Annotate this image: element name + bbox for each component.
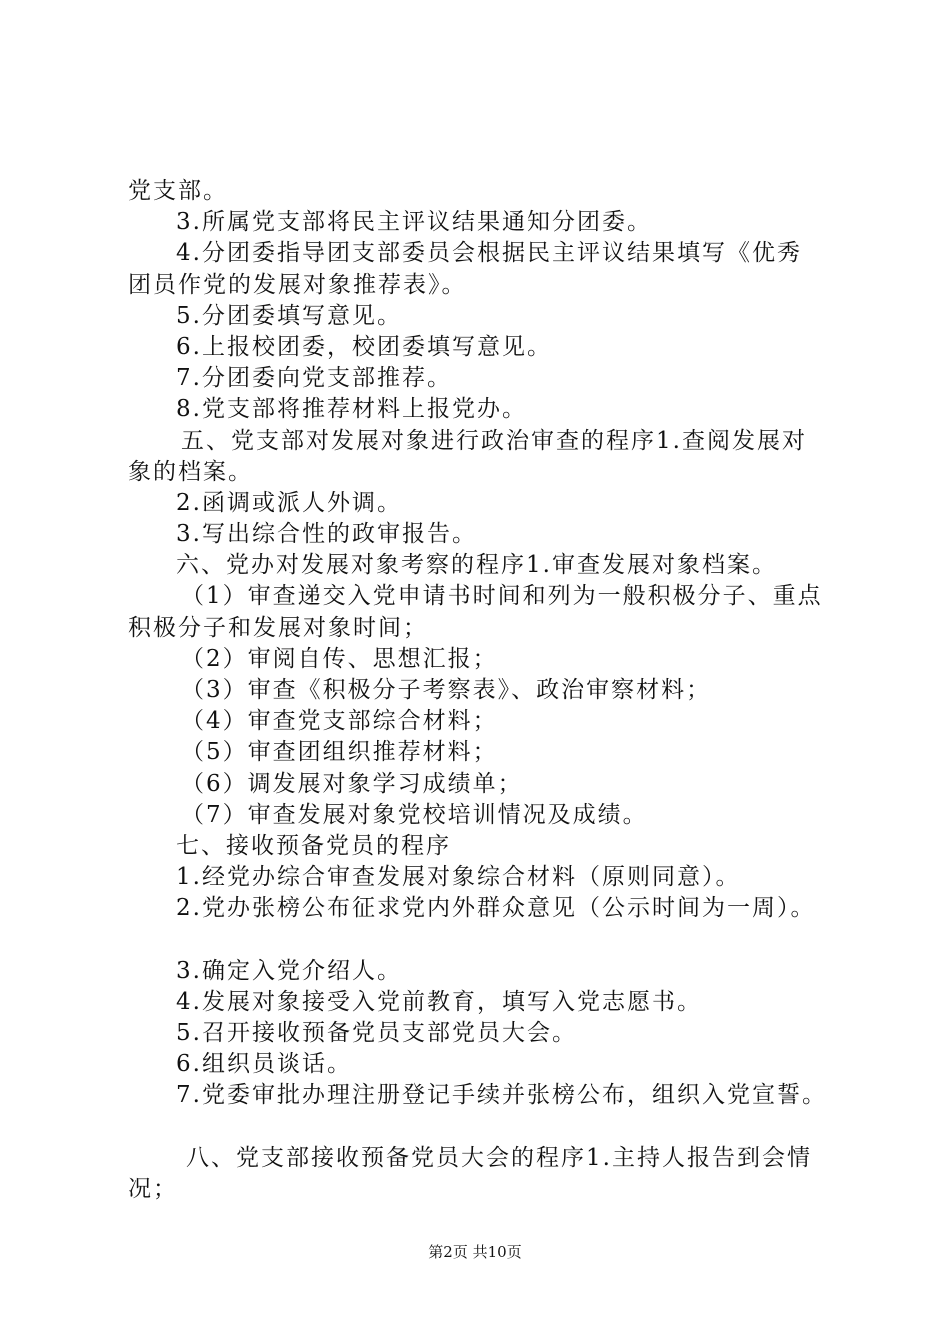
section-heading-8: 八、党支部接收预备党员大会的程序1.主持人报告到会情: [186, 1144, 812, 1171]
text-line: 8.党支部将推荐材料上报党办。: [176, 396, 527, 423]
section-heading-7: 七、接收预备党员的程序: [176, 832, 451, 859]
blank-line: [128, 1112, 840, 1143]
text-line: （2）审阅自传、思想汇报；: [181, 645, 498, 672]
text-line: 5.召开接收预备党员支部党员大会。: [176, 1020, 577, 1047]
text-line: （5）审查团组织推荐材料；: [181, 739, 498, 766]
text-line: （4）审查党支部综合材料；: [181, 708, 498, 735]
text-line: 况；: [128, 1176, 178, 1202]
text-line: 4.分团委指导团支部委员会根据民主评议结果填写《优秀: [176, 240, 802, 267]
text-line: 象的档案。: [128, 458, 253, 485]
text-line: 积极分子和发展对象时间；: [128, 614, 428, 641]
text-line: 7.党委审批办理注册登记手续并张榜公布，组织入党宣誓。: [176, 1082, 827, 1109]
document-body: [128, 176, 840, 1205]
text-line: 2.函调或派人外调。: [176, 489, 402, 516]
text-line: （3）审查《积极分子考察表》、政治审察材料；: [181, 677, 712, 703]
text-line: 6.组织员谈话。: [176, 1051, 352, 1078]
text-line: 3.确定入党介绍人。: [176, 957, 402, 984]
text-line: 2.党办张榜公布征求党内外群众意见（公示时间为一周）。: [176, 895, 816, 922]
text-line: 1.经党办综合审查发展对象综合材料（原则同意）。: [176, 864, 741, 891]
text-line: 党支部。: [128, 178, 228, 204]
text-line: （6）调发展对象学习成绩单；: [181, 770, 523, 797]
text-line: 6.上报校团委，校团委填写意见。: [176, 333, 552, 360]
blank-line: [128, 925, 840, 956]
text-line: （7）审查发展对象党校培训情况及成绩。: [181, 801, 648, 828]
text-line: 7.分团委向党支部推荐。: [176, 365, 452, 392]
text-line: 3.写出综合性的政审报告。: [176, 521, 477, 548]
text-line: 4.发展对象接受入党前教育，填写入党志愿书。: [176, 988, 702, 1015]
text-line: （1）审查递交入党申请书时间和列为一般积极分子、重点: [181, 583, 823, 610]
section-heading-5: 五、党支部对发展对象进行政治审查的程序1.查阅发展对: [181, 427, 807, 454]
text-line: 3.所属党支部将民主评议结果通知分团委。: [176, 209, 652, 236]
text-line: 团员作党的发展对象推荐表》。: [128, 271, 467, 298]
page-footer: 第2页 共10页: [428, 1243, 522, 1261]
section-heading-6: 六、党办对发展对象考察的程序1.审查发展对象档案。: [176, 552, 777, 579]
text-line: 5.分团委填写意见。: [176, 302, 402, 329]
